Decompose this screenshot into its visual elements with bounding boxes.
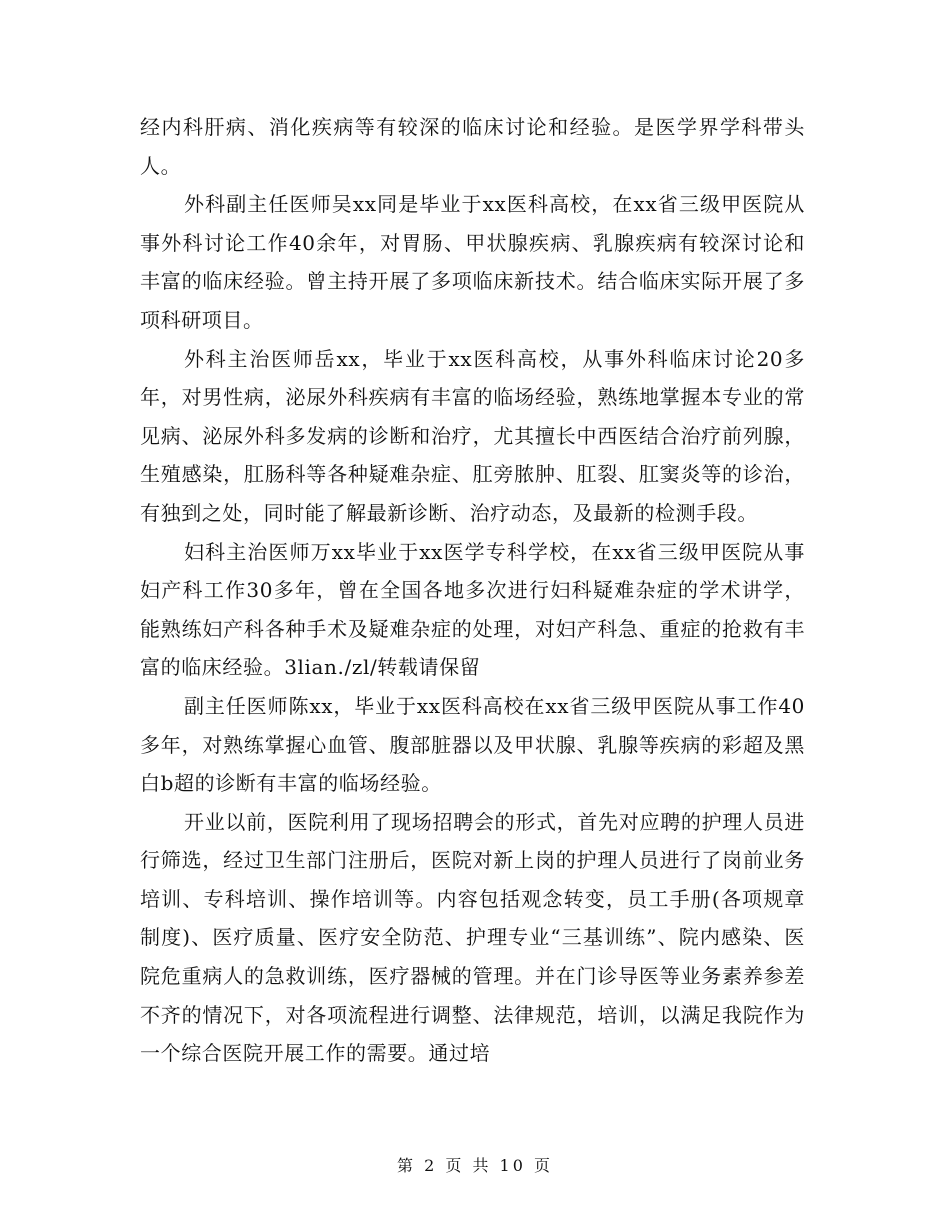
paragraph-surgery-deputy-chief: 外科副主任医师吴xx同是毕业于xx医科高校，在xx省三级甲医院从事外科讨论工作40余年，对胃肠、甲状腺疾病、乳腺疾病有较深讨论和丰富的临床经验。曾主持开展了多项临床新技术。结合临床实际开展了多项科研项目。 [140,192,805,332]
paragraph-continuation: 经内科肝病、消化疾病等有较深的临床讨论和经验。是医学界学科带头人。 [140,115,805,178]
paragraph-surgery-attending: 外科主治医师岳xx，毕业于xx医科高校，从事外科临床讨论20多年，对男性病，泌尿外科疾病有丰富的临场经验，熟练地掌握本专业的常见病、泌尿外科多发病的诊断和治疗，尤其擅长中西医结合治疗前列腺，生殖感染，肛肠科等各种疑难杂症、肛旁脓肿、肛裂、肛窦炎等的诊治，有独到之处，同时能了解最新诊断、治疗动态，及最新的检测手段。 [140,346,805,525]
document-body [140,108,805,1073]
paragraph-gynecology-attending: 妇科主治医师万xx毕业于xx医学专科学校，在xx省三级甲医院从事妇产科工作30多年，曾在全国各地多次进行妇科疑难杂症的学术讲学，能熟练妇产科各种手术及疑难杂症的处理，对妇产科急、重症的抢救有丰富的临床经验。3lian./zl/转载请保留 [140,539,805,680]
paragraph-nurse-training: 开业以前，医院利用了现场招聘会的形式，首先对应聘的护理人员进行筛选，经过卫生部门注册后，医院对新上岗的护理人员进行了岗前业务培训、专科培训、操作培训等。内容包括观念转变，员工手册(各项规章制度)、医疗质量、医疗安全防范、护理专业“三基训练”、院内感染、医院危重病人的急救训练，医疗器械的管理。并在门诊导医等业务素养参差不齐的情况下，对各项流程进行调整、法律规范，培训，以满足我院作为一个综合医院开展工作的需要。通过培 [140,809,805,1066]
paragraph-deputy-chief-ultrasound: 副主任医师陈xx，毕业于xx医科高校在xx省三级甲医院从事工作40多年，对熟练掌握心血管、腹部脏器以及甲状腺、乳腺等疾病的彩超及黑白b超的诊断有丰富的临场经验。 [140,693,805,796]
page-number-footer: 第 2 页 共 10 页 [397,1156,553,1175]
